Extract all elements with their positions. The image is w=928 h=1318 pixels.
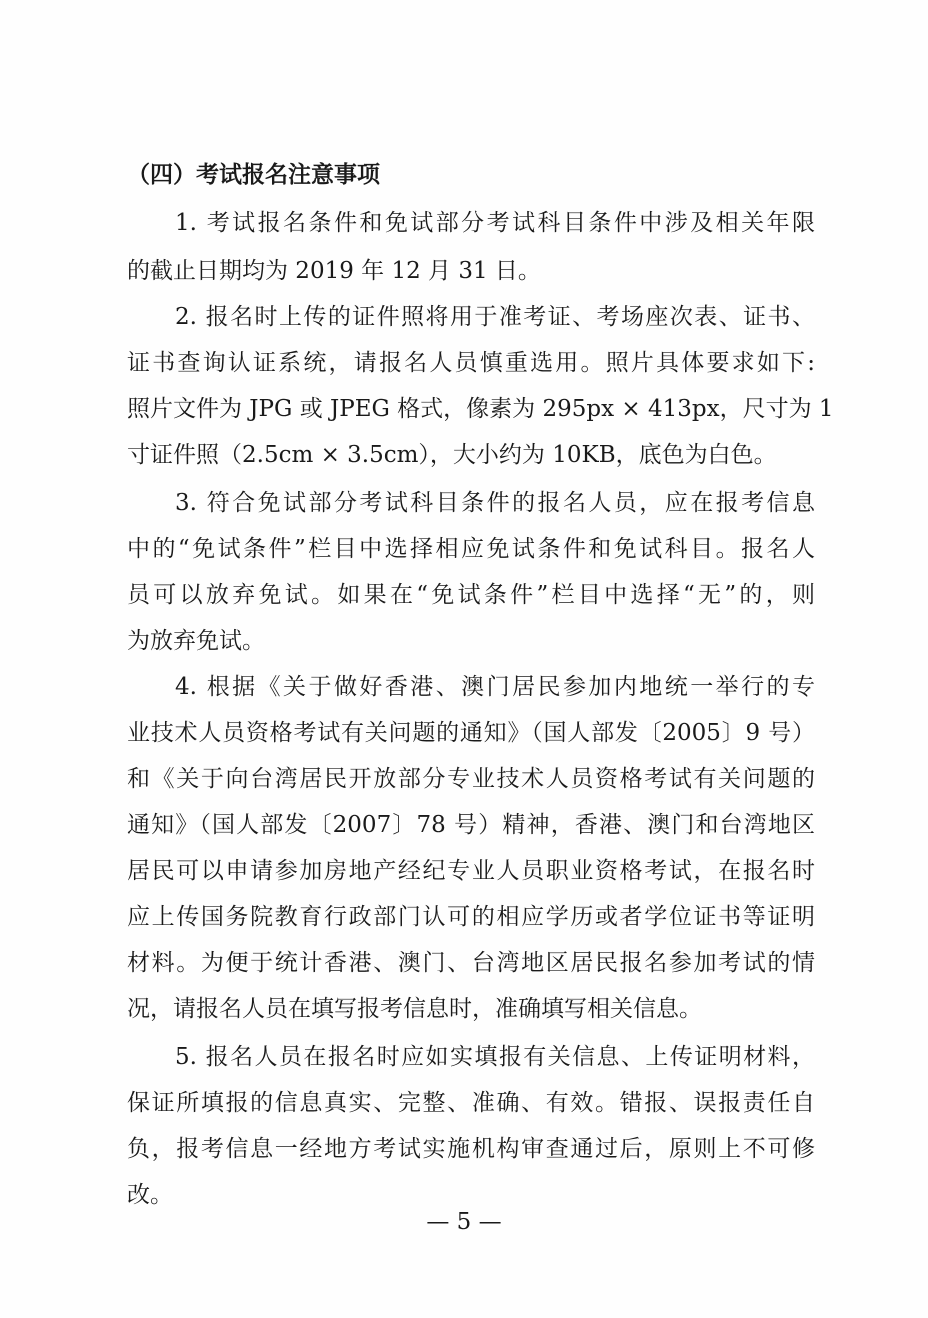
paragraph-line: 照片文件为 JPG 或 JPEG 格式，像素为 295px × 413px，尺寸为 1 <box>127 396 834 422</box>
section-heading: （四）考试报名注意事项 <box>127 161 380 188</box>
paragraph-line: 寸证件照（2.5cm × 3.5cm），大小约为 10KB，底色为白色。 <box>127 442 777 468</box>
paragraph-line: 为放弃免试。 <box>127 628 265 654</box>
paragraph-line: 的截止日期均为 2019 年 12 月 31 日。 <box>127 258 541 284</box>
paragraph-line: 改。 <box>127 1182 173 1208</box>
paragraph-line: 2. 报名时上传的证件照将用于准考证、考场座次表、证书、 <box>175 304 815 330</box>
paragraph-line: 证书查询认证系统，请报名人员慎重选用。照片具体要求如下: <box>127 350 815 376</box>
paragraph-line: 况，请报名人员在填写报考信息时，准确填写相关信息。 <box>127 996 702 1022</box>
paragraph-line: 材料。为便于统计香港、澳门、台湾地区居民报名参加考试的情 <box>127 950 815 976</box>
paragraph-line: 负，报考信息一经地方考试实施机构审查通过后，原则上不可修 <box>127 1136 815 1162</box>
paragraph-line: 4. 根据《关于做好香港、澳门居民参加内地统一举行的专 <box>175 674 815 700</box>
paragraph-line: 5. 报名人员在报名时应如实填报有关信息、上传证明材料， <box>175 1044 815 1070</box>
paragraph-line: 业技术人员资格考试有关问题的通知》（国人部发〔2005〕9 号） <box>127 720 815 746</box>
paragraph-line: 和《关于向台湾居民开放部分专业技术人员资格考试有关问题的 <box>127 766 815 792</box>
paragraph-line: 通知》（国人部发〔2007〕78 号）精神，香港、澳门和台湾地区 <box>127 812 815 838</box>
paragraph-line: 居民可以申请参加房地产经纪专业人员职业资格考试，在报名时 <box>127 858 815 884</box>
paragraph-line: 应上传国务院教育行政部门认可的相应学历或者学位证书等证明 <box>127 904 815 930</box>
paragraph-line: 1. 考试报名条件和免试部分考试科目条件中涉及相关年限 <box>175 210 815 236</box>
paragraph-line: 3. 符合免试部分考试科目条件的报名人员，应在报考信息 <box>175 490 815 516</box>
page-number: — 5 — <box>426 1209 502 1235</box>
paragraph-line: 保证所填报的信息真实、完整、准确、有效。错报、误报责任自 <box>127 1090 815 1116</box>
paragraph-line: 员可以放弃免试。如果在“免试条件”栏目中选择“无”的，则 <box>127 582 815 608</box>
paragraph-line: 中的“免试条件”栏目中选择相应免试条件和免试科目。报名人 <box>127 536 815 562</box>
